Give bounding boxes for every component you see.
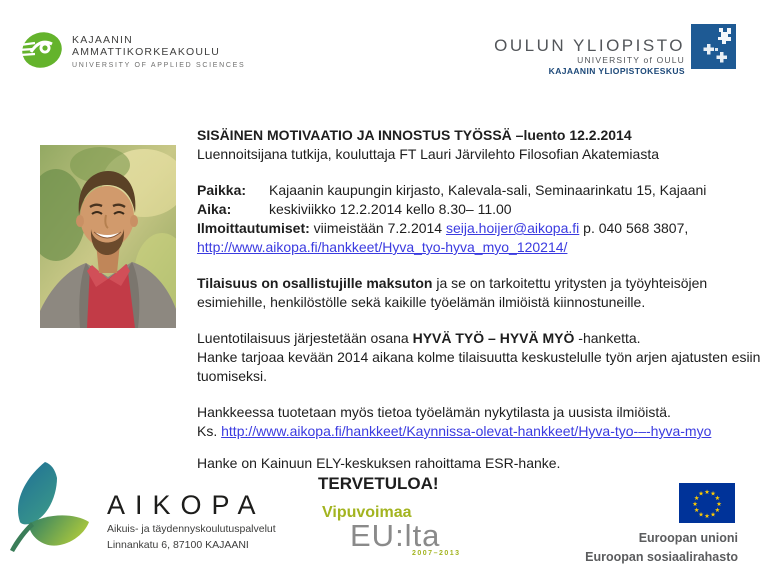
svg-text:★: ★ — [693, 507, 700, 514]
svg-text:★: ★ — [714, 507, 721, 514]
place-value: Kajaanin kaupungin kirjasto, Kalevala-sali, Seminaarinkatu 15, Kajaani — [269, 182, 707, 198]
aikopa-logo — [5, 460, 276, 573]
registration-url-link[interactable]: http://www.aikopa.fi/hankkeet/Hyva_tyo-hyva_myo_120214/ — [197, 239, 568, 255]
lecturer-photo — [40, 145, 176, 328]
svg-text:★: ★ — [698, 511, 704, 519]
vipuvoimaa-logo — [322, 504, 461, 558]
welcome-text: TERVETULOA! — [318, 474, 439, 493]
free-admission-rest: ja se on tarkoitettu yritysten ja työyhteisöjen esimiehille, henkilöstölle sekä kaikille työelämän ilmiöistä kiinnostuneille. — [197, 275, 708, 310]
kamk-logo — [18, 28, 245, 77]
registration-deadline: viimeistään 7.2.2014 — [313, 220, 443, 236]
aikopa-services-line: Aikuis- ja täydennyskoulutuspalvelut — [107, 523, 276, 535]
time-row — [197, 200, 767, 219]
eu-union-line: Euroopan unioni — [638, 531, 738, 545]
oulu-kajaani-center: KAJAANIN YLIOPISTOKESKUS — [548, 66, 685, 76]
svg-text:★: ★ — [704, 489, 710, 496]
lecture-info — [197, 126, 767, 495]
free-admission-bold: Tilaisuus on osallistujille maksuton — [197, 275, 433, 291]
vipuvoimaa-word: Vipuvoimaa — [322, 504, 412, 521]
registration-row — [197, 219, 767, 238]
time-label: Aika: — [197, 201, 232, 217]
eulta-word: EU:lta — [350, 518, 441, 553]
lecture-title: SISÄINEN MOTIVAATIO JA INNOSTUS TYÖSSÄ –luento 12.2.2014 — [197, 127, 632, 143]
oulu-logo-icon — [691, 24, 736, 74]
kamk-name-line1: KAJAANIN — [72, 34, 133, 46]
oulu-subtitle-en: UNIVERSITY of OULU — [577, 55, 685, 65]
svg-text:★: ★ — [704, 513, 710, 520]
info-line: Hankkeessa tuotetaan myös tietoa työelämän nykytilasta ja uusista ilmiöistä. — [197, 404, 671, 420]
info-url-row — [197, 422, 767, 441]
info-url-link[interactable]: http://www.aikopa.fi/hankkeet/Kaynnissa-olevat-hankkeet/Hyva-tyo-–-hyva-myo — [221, 423, 712, 439]
svg-text:★: ★ — [693, 495, 700, 502]
eu-flag-icon — [679, 483, 735, 528]
project-desc: Hanke tarjoaa kevään 2014 aikana kolme tilaisuutta keskustelulle työn arjen ajatusten esiin tuomiseksi. — [197, 349, 761, 384]
info-pre: Ks. — [197, 423, 218, 439]
project-name: HYVÄ TYÖ – HYVÄ MYÖ — [412, 330, 575, 346]
vipuvoimaa-years: 2007–2013 — [412, 550, 461, 557]
time-value: keskiviikko 12.2.2014 kello 8.30– 11.00 — [269, 201, 512, 217]
funding-line: Hanke on Kainuun ELY-keskuksen rahoittama ESR-hanke. — [197, 455, 561, 471]
registration-email-link[interactable]: seija.hoijer@aikopa.fi — [445, 220, 580, 236]
svg-text:★: ★ — [692, 501, 698, 508]
aikopa-leaf-icon — [5, 460, 93, 573]
svg-text:★: ★ — [710, 511, 716, 519]
registration-phone: p. 040 568 3807, — [583, 220, 689, 236]
svg-text:★: ★ — [698, 490, 704, 498]
aikopa-name: AIKOPA — [107, 490, 266, 520]
registration-url-row — [197, 238, 767, 257]
registration-label: Ilmoittautumiset: — [197, 220, 310, 236]
svg-text:★: ★ — [716, 501, 722, 508]
place-label: Paikka: — [197, 182, 247, 198]
eu-esr-line: Euroopan sosiaalirahasto — [585, 549, 738, 564]
oulu-logo-text — [494, 36, 685, 77]
lecturer-line: Luennoitsijana tutkija, kouluttaja FT Lauri Järvilehto Filosofian Akatemiasta — [197, 146, 659, 162]
kamk-swirl-icon — [18, 28, 64, 77]
place-row — [197, 181, 767, 200]
svg-text:★: ★ — [710, 490, 716, 498]
free-admission-paragraph — [197, 274, 767, 312]
aikopa-address-line: Linnankatu 6, 87100 KAJAANI — [107, 539, 249, 551]
svg-text:★: ★ — [714, 495, 721, 502]
kamk-subtitle: UNIVERSITY OF APPLIED SCIENCES — [72, 62, 246, 69]
project-line — [197, 329, 767, 348]
eu-esr-logo — [558, 483, 738, 565]
kamk-name-line2: AMMATTIKORKEAKOULU — [72, 46, 221, 58]
oulu-name: OULUN YLIOPISTO — [494, 36, 685, 55]
project-pre: Luentotilaisuus järjestetään osana — [197, 330, 409, 346]
project-post: -hanketta. — [578, 330, 641, 346]
